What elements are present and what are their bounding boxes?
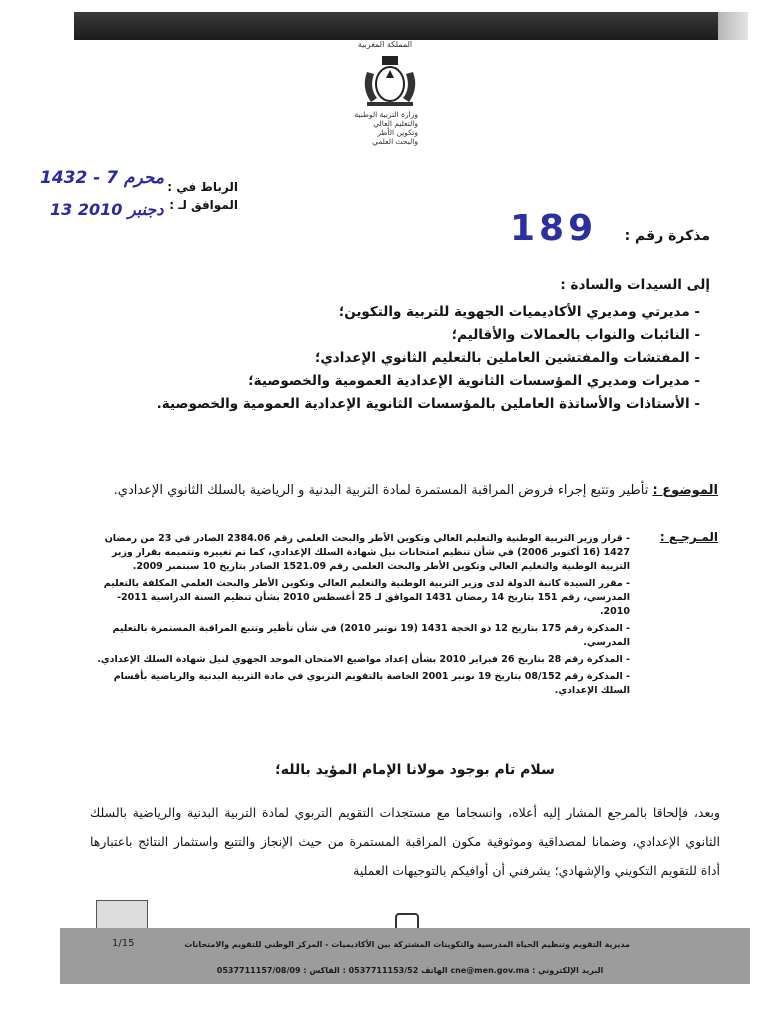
list-item: - مقرر السيدة كاتبة الدولة لدى وزير التربية الوطنية والتعليم العالي وتكوين الأطر والبحث العلمي المكلفة بالتعليم المدرسي، رقم 151 بتاريخ 14 رمضان 1431 الموافق لـ 25 أغسطس 2010 بشأن تنظيم السنة الدراسية 2011-2010.: [90, 577, 630, 619]
list-item: - المفتشات والمفتشين العاملين بالتعليم الثانوي الإعدادي؛: [100, 347, 700, 370]
ministry-line: وتكوين الأطر: [377, 128, 418, 137]
subject-label: الموضوع :: [652, 483, 718, 498]
addressees-heading: إلى السيدات والسادة :: [560, 277, 710, 293]
list-item: - المذكرة رقم 175 بتاريخ 12 ذو الحجة 1431 (19 نونبر 2010) في شأن تأطير وتتبع المراقبة المستمرة بالتعليم المدرسي.: [90, 622, 630, 650]
list-item: - مديرات ومديري المؤسسات الثانوية الإعدادية العمومية والخصوصية؛: [100, 370, 700, 393]
addressees-list: [100, 301, 710, 416]
addressees: [100, 274, 710, 416]
footer-contact: 0537711157/08/09 : الهاتف 0537711153/52 : الفاكس cne@men.gov.ma : البريد الإلكتروني: [216, 966, 604, 975]
gregorian-date: 13 دجنبر 2010: [50, 200, 164, 219]
header-bar: [74, 12, 718, 40]
references-label: المـرجـع :: [659, 530, 718, 544]
place-label: الرباط في :: [167, 180, 238, 194]
list-item: - النائبات والنواب بالعمالات والأقاليم؛: [100, 324, 700, 347]
references: [90, 532, 630, 701]
ministry-line: والبحث العلمي: [372, 137, 418, 146]
royal-emblem-icon: [355, 52, 425, 108]
memo-label: مذكرة رقم :: [624, 228, 710, 244]
ministry-line: وزارة التربية الوطنية: [354, 110, 418, 119]
list-item: - مديرتي ومديري الأكاديميات الجهوية للتربية والتكوين؛: [100, 301, 700, 324]
list-item: - المذكرة رقم 08/152 بتاريخ 19 نونبر 2001 الخاصة بالتقويم التربوي في مادة التربية البدنية والرياضية بأقسام السلك الإعدادي.: [90, 670, 630, 698]
page-number: 1/15: [112, 938, 135, 949]
header-bar-end: [718, 12, 748, 40]
ministry-line: والتعليم العالي: [373, 119, 418, 128]
footer-line: مديرية التقويم وتنظيم الحياة المدرسية والتكوينات المشتركة بين الأكاديميات - المركز الوطني للتقويم والامتحانات: [184, 940, 630, 949]
memo-number: 189: [510, 208, 598, 249]
corresponding-label: الموافق لـ :: [169, 198, 238, 212]
hijri-date: 1432 - 7 محرم: [40, 168, 164, 188]
references-list: [90, 532, 630, 698]
subject-text: تأطير وتتبع إجراء فروض المراقبة المستمرة لمادة التربية البدنية و الرياضية بالسلك الثانوي الإعدادي.: [113, 483, 649, 498]
ministry-name: [318, 110, 418, 146]
list-item: - المذكرة رقم 28 بتاريخ 26 فبراير 2010 بشأن إعداد مواضيع الامتحان الموحد الجهوي لنيل شهادة السلك الإعدادي.: [90, 653, 630, 667]
kingdom-name: المملكة المغربية: [357, 40, 413, 49]
list-item: - الأستاذات والأساتذة العاملين بالمؤسسات الثانوية الإعدادية العمومية والخصوصية.: [100, 393, 700, 416]
footer-logo-icon: [96, 900, 148, 930]
greeting: سلام تام بوجود مولانا الإمام المؤيد بالله؛: [275, 762, 555, 778]
list-item: - قرار وزير التربية الوطنية والتعليم العالي وتكوين الأطر والبحث العلمي رقم 2384.06 الصادر في 23 من رمضان 1427 (16 أكتوبر 2006) في شأن تنظيم امتحانات نيل شهادة السلك الإعدادي، كما تم تغييره وتتميمه بقرار وزير التربية الوطنية والتعليم العالي وتكوين الأطر والبحث العلمي رقم 1521.09 الصادر بتاريخ 10 سبتمبر 2009.: [90, 532, 630, 574]
body-paragraph: وبعد، فإلحاقا بالمرجع المشار إليه أعلاه، وانسجاما مع مستجدات التقويم التربوي لمادة التربية البدنية والرياضية بالسلك الثانوي الإعدادي، وضمانا لمصداقية وموثوقية مكون المراقبة المستمرة من حيث الإنجاز والتتبع واستثمار النتائج باعتبارها أداة للتقويم التكويني والإشهادي؛ يشرفني أن أوافيكم بالتوجيهات العملية: [90, 805, 720, 878]
subject: [90, 480, 718, 502]
footer-bar: [60, 928, 750, 984]
